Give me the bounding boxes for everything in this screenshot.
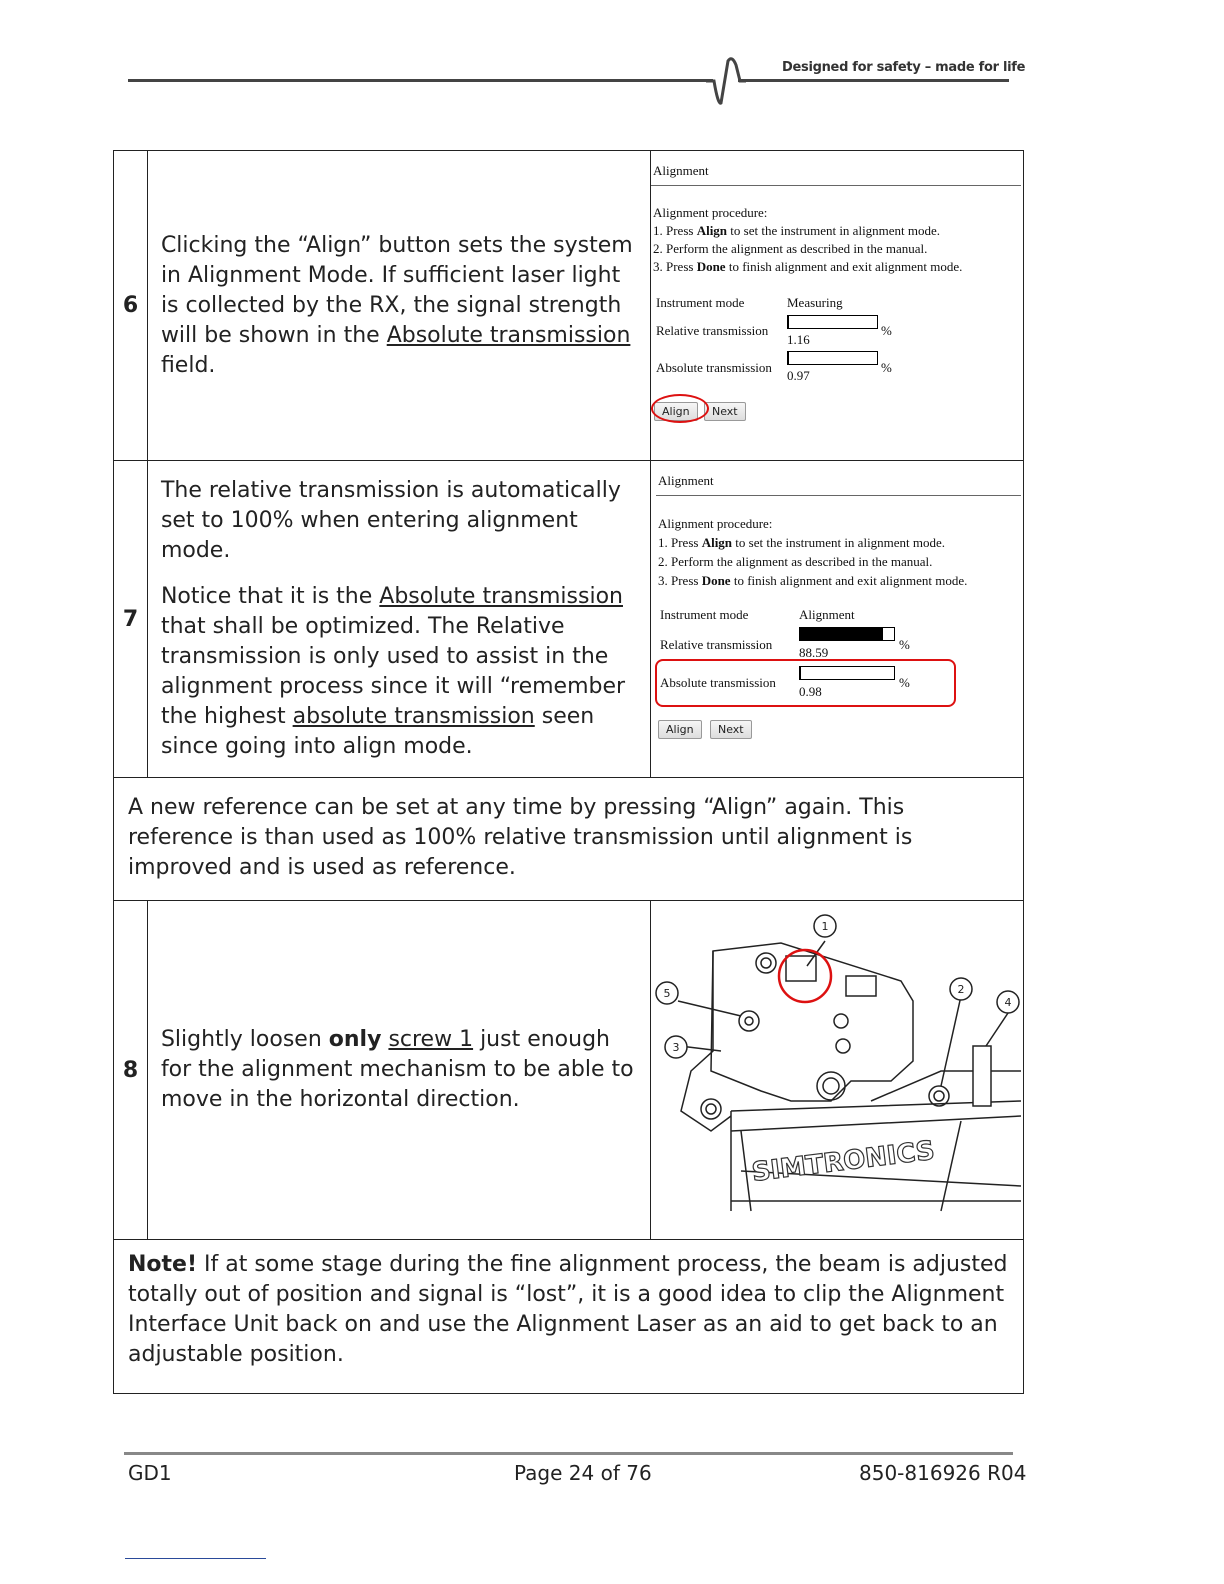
abs-label: Absolute transmission [655,360,772,375]
screen-title: Alignment [656,461,1021,496]
mode-value: Measuring [786,295,843,310]
rel-value: 1.16 [786,332,810,347]
abs-label: Absolute transmission [659,675,776,690]
highlight-circle [651,394,709,423]
percent: % [880,323,892,338]
procedure-list: Alignment procedure: 1. Press Align to set the instrument in alignment mode. 2. Perform the alignment as described in the manual. 3. Press Done to finish alignment and exit alignment mode. [652,205,963,274]
abs-value: 0.97 [786,368,810,383]
mechanism-drawing [651,901,1023,1235]
step-number: 8 [114,901,148,1240]
abs-bar [787,351,878,365]
mode-label: Instrument mode [659,607,749,622]
step-text: Slightly loosen only screw 1 just enough for the alignment mechanism to be able to move in the horizontal direction. [147,901,650,1240]
rel-value: 88.59 [798,645,829,660]
footer-doc-code: GD1 [128,1461,172,1485]
callout-4: 4 [1004,996,1012,1009]
bar-fill [800,628,883,640]
rel-bar [799,627,895,641]
page-number: Page 24 of 76 [514,1461,652,1485]
tagline: Designed for safety – made for life [782,60,1026,75]
callout-3: 3 [672,1041,680,1054]
procedure-list: Alignment procedure: 1. Press Align to set the instrument in alignment mode. 2. Perform the alignment as described in the manual. 3. Press Done to finish alignment and exit alignment mode. [657,516,968,588]
screen-title: Alignment [651,151,1021,186]
callout-5: 5 [663,987,671,1000]
reference-note-row [114,778,1024,901]
callout-2: 2 [957,983,965,996]
rel-bar [787,315,878,329]
next-button[interactable]: Next [710,720,752,739]
highlight-box [655,659,956,707]
callout-1: 1 [821,920,829,933]
step-row-6 [114,151,1024,461]
align-button[interactable]: Align [654,402,698,421]
header-rule [128,79,713,82]
reference-note: A new reference can be set at any time by pressing “Align” again. This reference is than used as 100% relative transmission until alignment is improved and is used as reference. [114,778,1024,901]
header-rule-right [738,79,1009,82]
mode-value: Alignment [798,607,855,622]
next-button[interactable]: Next [704,402,746,421]
footer-rule [124,1452,1013,1455]
procedure-table [113,150,1024,1394]
mode-label: Instrument mode [655,295,745,310]
bar-fill [788,352,789,364]
alignment-mechanism-figure [650,901,1023,1240]
percent: % [898,675,910,690]
footnote-rule [125,1558,266,1559]
step-row-8 [114,901,1024,1240]
document-number: 850-816926 R04 [859,1461,1027,1485]
abs-value: 0.98 [798,684,822,699]
percent: % [880,360,892,375]
percent: % [898,637,910,652]
alignment-screenshot-measuring [650,151,1023,461]
rel-label: Relative transmission [655,323,769,338]
step-row-7 [114,461,1024,778]
step-number: 6 [114,151,148,461]
step-number: 7 [114,461,148,778]
step-text: Clicking the “Align” button sets the system in Alignment Mode. If sufficient laser light is collected by the RX, the signal strength will be shown in the Absolute transmission field. [147,151,650,461]
rel-label: Relative transmission [659,637,773,652]
step-text: The relative transmission is automatically set to 100% when entering alignment mode. Notice that it is the Absolute transmission that shall be optimized. The Relative transmission is only used to assist in the alignment process since it will “remember the highest absolute transmission seen since going into align mode. [147,461,650,778]
final-note-row [114,1240,1024,1394]
bar-fill [788,316,789,328]
brand-label: SIMTRONICS [750,1135,937,1188]
align-button[interactable]: Align [658,720,702,739]
final-note: Note! If at some stage during the fine alignment process, the beam is adjusted totally out of position and signal is “lost”, it is a good idea to clip the Alignment Interface Unit back on and use the Alignment Laser as an aid to get back to an adjustable position. [114,1240,1024,1394]
alignment-screenshot-alignment [650,461,1023,778]
